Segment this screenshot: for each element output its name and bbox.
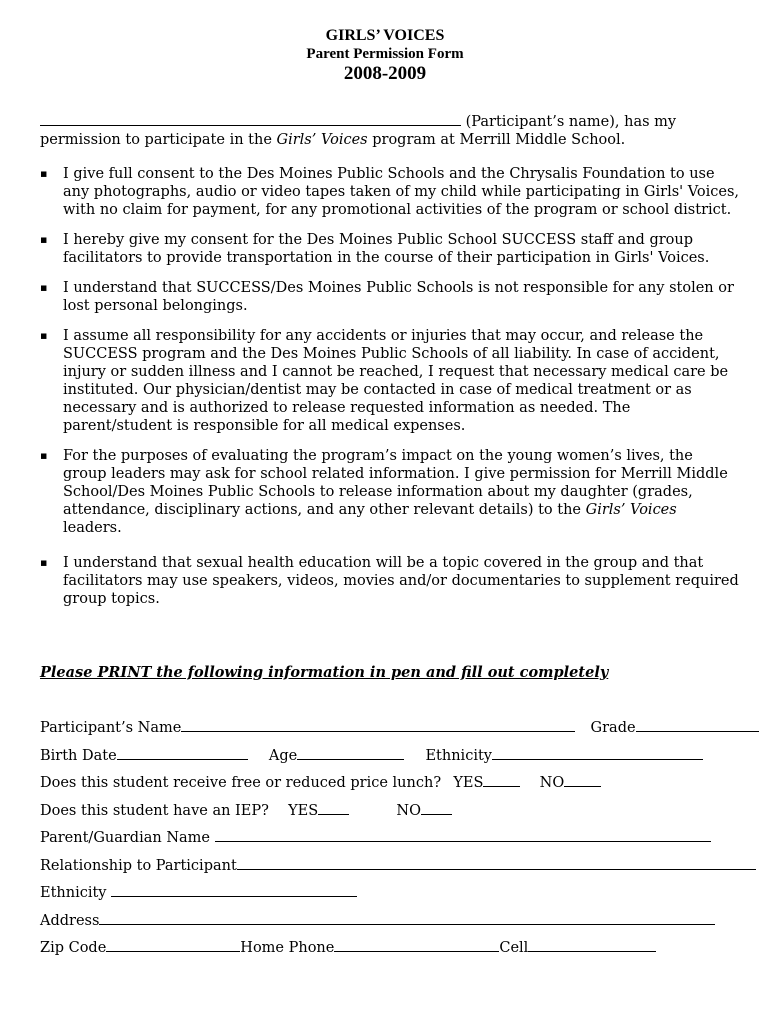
intro-statement	[40, 111, 730, 149]
consent-text: I hereby give my consent for the Des Moines Public School SUCCESS staff and group facilitators to provide transportation in the course of their participation in Girls' Voices.	[63, 232, 710, 266]
consent-text: I understand that SUCCESS/Des Moines Public Schools is not responsible for any stolen or lost personal belongings.	[63, 280, 734, 314]
row-ethnicity-2	[40, 883, 770, 911]
consent-text: I understand that sexual health education will be a topic covered in the group and that facilitators may use speakers, videos, movies and/or documentaries to supplement required group topics.	[63, 555, 739, 607]
label-participant-name: Participant’s Name	[40, 720, 182, 736]
consent-item	[40, 327, 740, 435]
label-iep-no: NO	[396, 802, 421, 819]
info-fields	[40, 718, 770, 966]
bullet-marker: ▪	[40, 281, 48, 294]
label-address: Address	[40, 912, 100, 929]
label-grade: Grade	[590, 720, 636, 736]
ethnicity-2-field[interactable]	[111, 883, 357, 897]
label-ethnicity: Ethnicity	[425, 747, 492, 764]
label-iep-question: Does this student have an IEP?	[40, 802, 269, 819]
age-field[interactable]	[297, 746, 404, 760]
consent-item	[40, 447, 740, 537]
intro-text-pre: permission to participate in the	[40, 132, 277, 148]
row-zip-phone-cell	[40, 938, 770, 966]
label-iep-yes: YES	[288, 802, 319, 819]
label-age: Age	[268, 747, 298, 764]
bullet-marker: ▪	[40, 556, 48, 569]
consent-text: For the purposes of evaluating the program’s impact on the young women’s lives, the group leaders may ask for school related information. I give permission for Merrill Middle School/Des Moines Public Schools to release information about my daughter (grades, attendance, disciplinary actions, and any other relevant details) to the	[63, 448, 728, 518]
form-year: 2008-2009	[343, 63, 427, 84]
label-home-phone: Home Phone	[240, 940, 335, 956]
intro-line-1	[40, 111, 730, 131]
label-zip-code: Zip Code	[40, 940, 107, 956]
guardian-name-field[interactable]	[215, 828, 711, 842]
program-name: Girls’ Voices	[276, 132, 368, 148]
participant-name-blank[interactable]	[40, 111, 461, 126]
consent-item	[40, 165, 740, 219]
row-relationship	[40, 856, 770, 884]
bullet-marker: ▪	[40, 233, 48, 246]
relationship-field[interactable]	[237, 856, 756, 870]
ethnicity-field[interactable]	[492, 746, 703, 760]
consent-text: leaders.	[63, 520, 122, 536]
consent-item	[40, 554, 740, 608]
consent-list	[40, 165, 740, 620]
bullet-marker: ▪	[40, 449, 48, 462]
row-lunch	[40, 773, 770, 801]
grade-field[interactable]	[636, 718, 759, 732]
intro-text-post: program at Merrill Middle School.	[367, 132, 626, 148]
iep-no-field[interactable]	[421, 801, 452, 815]
label-lunch-yes: YES	[453, 775, 484, 791]
label-ethnicity-2: Ethnicity	[40, 885, 107, 901]
birth-date-field[interactable]	[117, 746, 248, 760]
row-guardian	[40, 828, 770, 856]
participant-name-field[interactable]	[181, 718, 575, 732]
row-name-grade	[40, 718, 770, 746]
bullet-marker: ▪	[40, 329, 48, 342]
zip-code-field[interactable]	[106, 938, 240, 952]
row-address	[40, 911, 770, 939]
label-birth-date: Birth Date	[40, 747, 117, 764]
cell-field[interactable]	[528, 938, 656, 952]
home-phone-field[interactable]	[334, 938, 499, 952]
consent-item	[40, 279, 740, 315]
lunch-yes-field[interactable]	[483, 773, 520, 787]
iep-yes-field[interactable]	[318, 801, 349, 815]
lunch-no-field[interactable]	[564, 773, 601, 787]
consent-text: I assume all responsibility for any accidents or injuries that may occur, and release the SUCCESS program and the Des Moines Public Schools of all liability. In case of accident, injury or sudden illness and I cannot be reached, I request that necessary medical care be instituted. Our physician/dentist may be contacted in case of medical treatment or as necessary and is authorized to release requested information as needed. The parent/student is responsible for all medical expenses.	[63, 328, 729, 434]
row-birth-age-ethnicity	[40, 746, 770, 774]
form-header	[0, 0, 770, 85]
intro-name-suffix: (Participant’s name), has my	[465, 114, 677, 130]
label-cell: Cell	[499, 940, 529, 956]
form-title: GIRLS’ VOICES	[325, 27, 445, 44]
form-subtitle: Parent Permission Form	[306, 46, 464, 62]
address-field[interactable]	[99, 911, 715, 925]
print-instruction: Please PRINT the following information in pen and fill out completely	[40, 664, 609, 681]
bullet-marker: ▪	[40, 167, 48, 180]
consent-text: I give full consent to the Des Moines Public Schools and the Chrysalis Foundation to use any photographs, audio or video tapes taken of my child while participating in Girls' Voices, with no claim for payment, for any promotional activities of the program or school district.	[63, 166, 740, 218]
label-lunch-no: NO	[539, 775, 565, 791]
intro-line-2	[40, 131, 730, 149]
label-guardian-name: Parent/Guardian Name	[40, 830, 210, 846]
label-relationship: Relationship to Participant	[40, 857, 237, 874]
row-iep	[40, 801, 770, 829]
label-lunch-question: Does this student receive free or reduced price lunch?	[40, 775, 442, 791]
consent-item	[40, 231, 740, 267]
program-name: Girls’ Voices	[585, 502, 677, 518]
